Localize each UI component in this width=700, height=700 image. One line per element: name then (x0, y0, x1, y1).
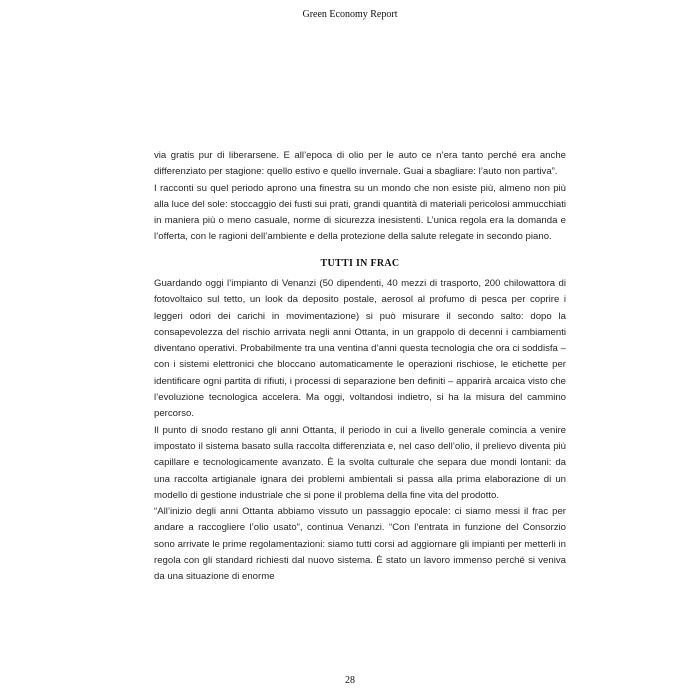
paragraph: I racconti su quel periodo aprono una finestra su un mondo che non esiste più, almeno non più alla luce del sole: stoccaggio dei fusti sui prati, grandi quantità di materiali pericolosi ammucchiati in maniera più o meno casuale, norme di sicurezza inesistenti. L’unica regola era la domanda e l’offerta, con le ragioni dell’ambiente e della protezione della salute relegate in secondo piano. (154, 182, 566, 243)
body-text-intro (154, 148, 566, 246)
running-header: Green Economy Report (302, 9, 398, 20)
paragraph: Il punto di snodo restano gli anni Ottanta, il periodo in cui a livello generale comincia a venire impostato il sistema basato sulla raccolta differenziata e, nel caso dell’olio, il prelievo diventa più capillare e tecnologicamente avanzato. È la svolta culturale che separa due mondi lontani: da una raccolta artigianale ignara dei problemi ambientali si passa alla prima elaborazione di un modello di gestione industriale che si pone il problema della fine vita del prodotto. (154, 424, 566, 501)
paragraph: “All’inizio degli anni Ottanta abbiamo vissuto un passaggio epocale: ci siamo messi il frac per andare a raccogliere l’olio usato”, continua Venanzi. “Con l’entrata in funzione del Consorzio sono arrivate le prime regolamentazioni: siamo tutti corsi ad aggiornare gli impianti per metterli in regola con gli standard richiesti dal nuovo sistema. È stato un lavoro immenso perché si veniva da una situazione di enorme (154, 506, 566, 583)
paragraph: via gratis pur di liberarsene. E all’epoca di olio per le auto ce n’era tanto perché era anche differenziato per stagione: quello estivo e quello invernale. Guai a sbagliare: l’auto non partiva”. (154, 150, 566, 178)
body-text-section (154, 276, 566, 586)
page-number: 28 (345, 675, 355, 686)
section-heading: TUTTI IN FRAC (320, 258, 400, 269)
paragraph: Guardando oggi l’impianto di Venanzi (50 dipendenti, 40 mezzi di trasporto, 200 chilowattora di fotovoltaico sul tetto, un look da deposito postale, aerosol al profumo di pesca per coprire i leggeri odori dei carichi in movimentazione) si può misurare il secondo salto: dopo la consapevolezza del rischio arrivata negli anni Ottanta, in un grappolo di decenni i cambiamenti diventano operativi. Probabilmente tra una ventina d’anni questa tecnologia che ora ci soddisfa – con i sistemi elettronici che bloccano automaticamente le operazioni rischiose, le etichette per identificare ogni partita di rifiuti, i processi di separazione ben definiti – apparirà arcaica visto che l’evoluzione tecnologica accelera. Ma oggi, voltandosi indietro, si ha la misura del cammino percorso. (154, 278, 566, 420)
